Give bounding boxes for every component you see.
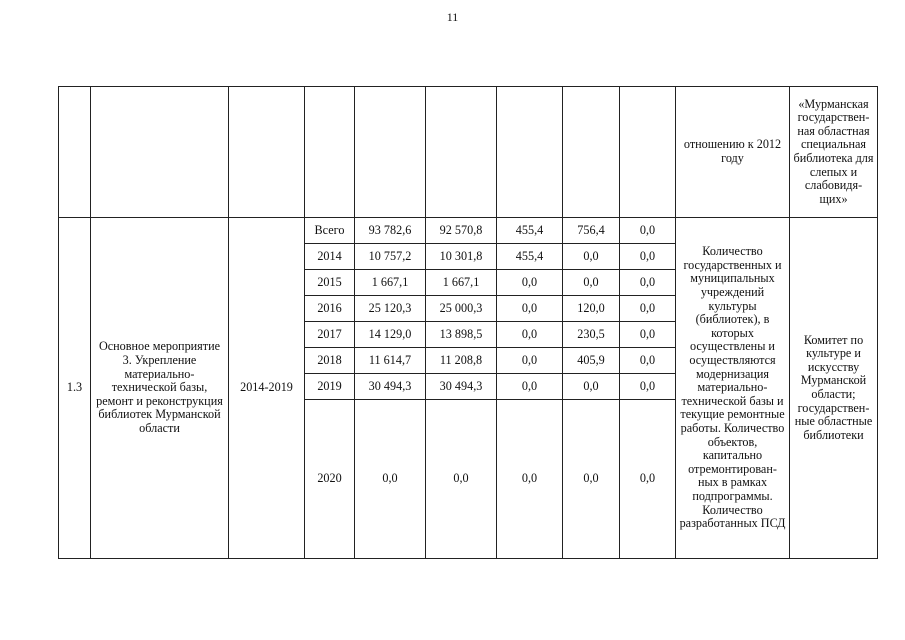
other-cell: 0,0 — [620, 270, 676, 296]
total-cell: 14 129,0 — [355, 322, 426, 348]
regional-cell: 30 494,3 — [426, 374, 497, 400]
empty-cell — [426, 87, 497, 218]
measure-period: 2014-2019 — [229, 218, 305, 559]
regional-cell: 13 898,5 — [426, 322, 497, 348]
measure-number: 1.3 — [59, 218, 91, 559]
federal-cell: 455,4 — [497, 244, 563, 270]
other-cell: 0,0 — [620, 244, 676, 270]
municipal-cell: 0,0 — [563, 374, 620, 400]
total-cell: 10 757,2 — [355, 244, 426, 270]
municipal-cell: 0,0 — [563, 400, 620, 559]
total-cell: 11 614,7 — [355, 348, 426, 374]
federal-cell: 0,0 — [497, 296, 563, 322]
empty-cell — [91, 87, 229, 218]
regional-cell: 10 301,8 — [426, 244, 497, 270]
page-number: 11 — [446, 10, 459, 24]
municipal-cell: 0,0 — [563, 244, 620, 270]
year-cell: 2015 — [305, 270, 355, 296]
year-cell: 2014 — [305, 244, 355, 270]
header-continuation-row — [59, 87, 878, 218]
federal-cell: 455,4 — [497, 218, 563, 244]
federal-cell: 0,0 — [497, 348, 563, 374]
total-cell: 25 120,3 — [355, 296, 426, 322]
municipal-cell: 0,0 — [563, 270, 620, 296]
municipal-cell: 756,4 — [563, 218, 620, 244]
total-cell: 0,0 — [355, 400, 426, 559]
empty-cell — [620, 87, 676, 218]
year-cell: 2019 — [305, 374, 355, 400]
other-cell: 0,0 — [620, 322, 676, 348]
year-cell: 2017 — [305, 322, 355, 348]
empty-cell — [305, 87, 355, 218]
empty-cell — [59, 87, 91, 218]
program-table — [58, 86, 878, 559]
other-cell: 0,0 — [620, 400, 676, 559]
empty-cell — [563, 87, 620, 218]
measure-name: Основное мероприятие 3. Укрепление материально-технической базы, ремонт и реконструкция библиотек Мурманской области — [91, 218, 229, 559]
other-cell: 0,0 — [620, 296, 676, 322]
regional-cell: 1 667,1 — [426, 270, 497, 296]
executor-continuation: «Мурманская государствен-ная областная специальная библиотека для слепых и слабовидя-щих» — [790, 87, 878, 218]
federal-cell: 0,0 — [497, 374, 563, 400]
other-cell: 0,0 — [620, 374, 676, 400]
other-cell: 0,0 — [620, 348, 676, 374]
table-row — [59, 218, 878, 244]
empty-cell — [355, 87, 426, 218]
municipal-cell: 120,0 — [563, 296, 620, 322]
regional-cell: 11 208,8 — [426, 348, 497, 374]
regional-cell: 92 570,8 — [426, 218, 497, 244]
regional-cell: 25 000,3 — [426, 296, 497, 322]
federal-cell: 0,0 — [497, 270, 563, 296]
measure-indicator: Количество государственных и муниципальных учреждений культуры (библиотек), в которых осуществлены и осуществляются модернизация материально-технической базы и текущие ремонтные работы. Количество объектов, капитально отремонтирован-ных в рамках подпрограммы. Количество разработанных ПСД — [676, 218, 790, 559]
municipal-cell: 405,9 — [563, 348, 620, 374]
total-cell: 30 494,3 — [355, 374, 426, 400]
year-cell: 2020 — [305, 400, 355, 559]
federal-cell: 0,0 — [497, 400, 563, 559]
municipal-cell: 230,5 — [563, 322, 620, 348]
federal-cell: 0,0 — [497, 322, 563, 348]
other-cell: 0,0 — [620, 218, 676, 244]
indicator-continuation: отношению к 2012 году — [676, 87, 790, 218]
empty-cell — [497, 87, 563, 218]
regional-cell: 0,0 — [426, 400, 497, 559]
total-cell: 1 667,1 — [355, 270, 426, 296]
empty-cell — [229, 87, 305, 218]
measure-executor: Комитет по культуре и искусству Мурманской области; государствен-ные областные библиотеки — [790, 218, 878, 559]
year-cell: 2016 — [305, 296, 355, 322]
year-cell: 2018 — [305, 348, 355, 374]
year-cell: Всего — [305, 218, 355, 244]
total-cell: 93 782,6 — [355, 218, 426, 244]
